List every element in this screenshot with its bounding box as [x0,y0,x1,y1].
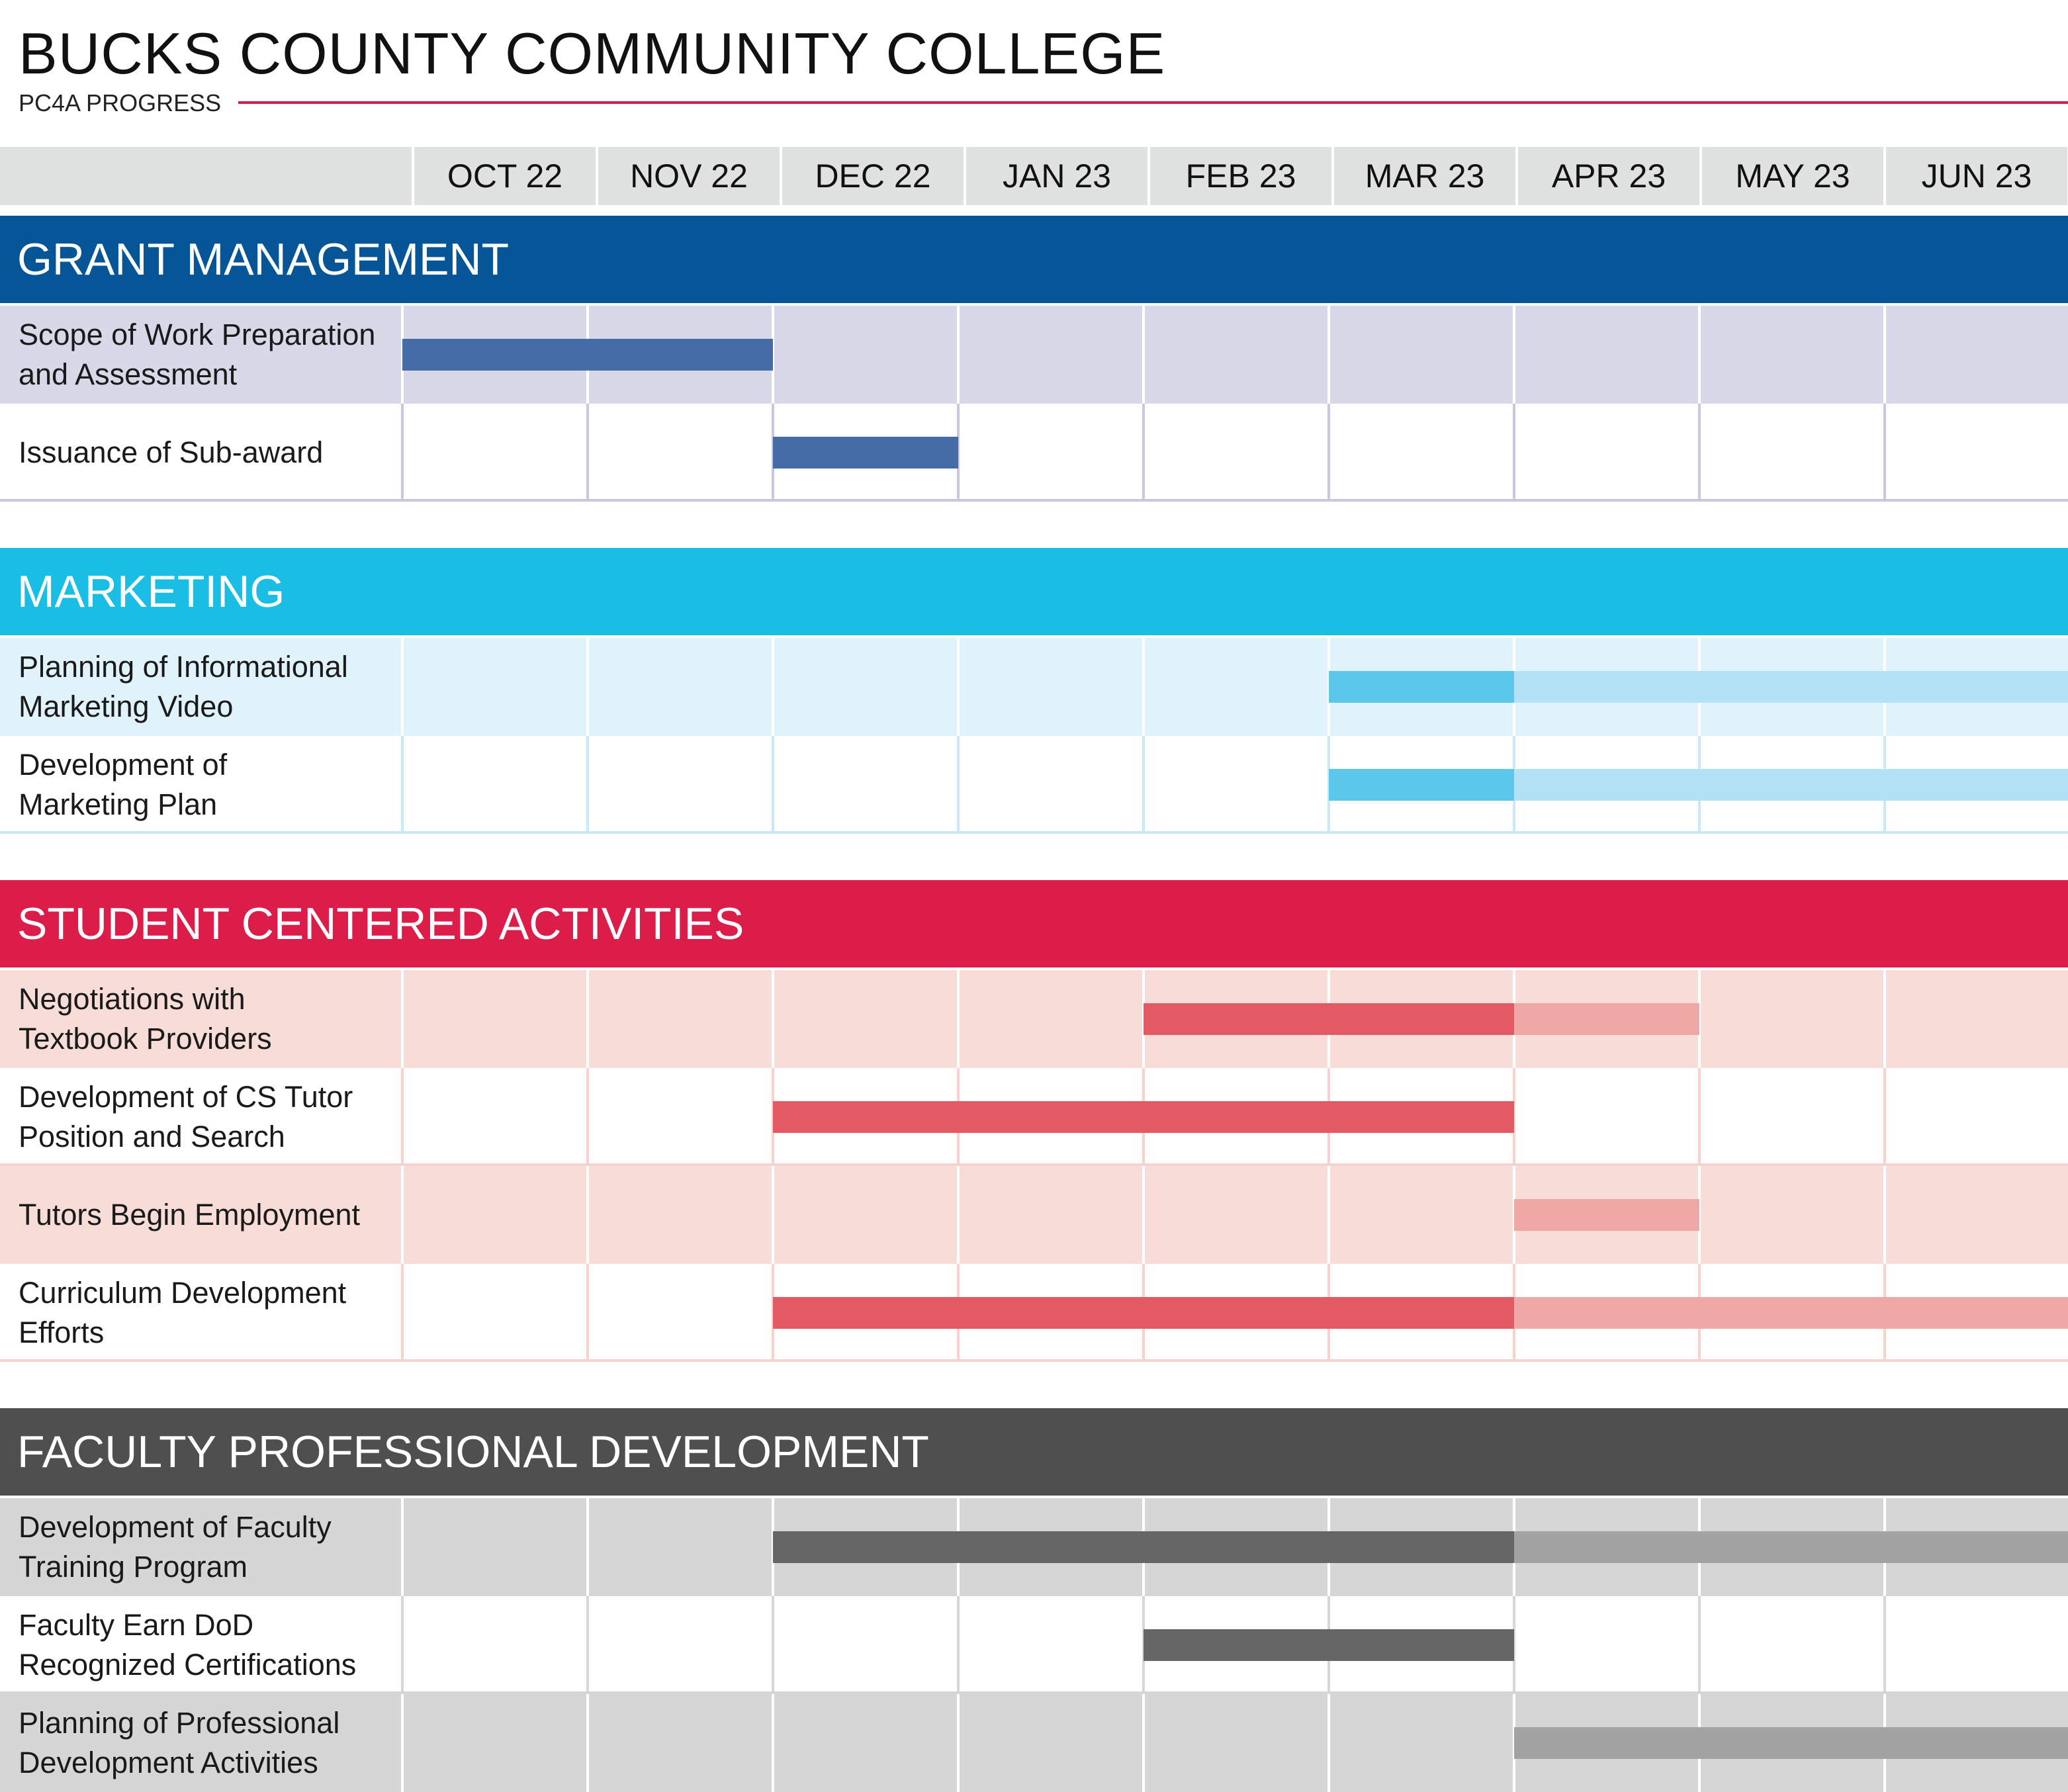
task-label [19,1068,396,1166]
grid-line [401,1264,404,1362]
grid-line [586,404,589,502]
section-band: STUDENT CENTERED ACTIVITIES [0,880,2068,967]
task-row [0,404,2068,502]
task-label-text [19,647,348,727]
task-label-text [19,979,272,1059]
task-label-line: Recognized Certifications [19,1648,357,1681]
grid-line [1698,1596,1701,1694]
bar-planned [1514,1727,2068,1759]
task-label-text [19,1703,339,1783]
bar-completed [402,339,773,371]
grid-line [957,1694,960,1792]
task-row [0,736,2068,834]
task-row [0,1498,2068,1596]
section-band: GRANT MANAGEMENT [0,216,2068,303]
grid-line [1883,306,1886,404]
bar-planned [1514,1531,2068,1563]
task-label-line: Faculty Earn DoD [19,1608,254,1642]
grid-line [401,1498,404,1596]
grid-line [586,1068,589,1166]
grid-line [401,1068,404,1166]
task-label [19,970,396,1068]
task-label-line: Planning of Informational [19,650,348,684]
grid-line [401,1166,404,1264]
grid-line [772,1694,774,1792]
task-label-line: Scope of Work Preparation [19,318,376,351]
grid-line [1883,1596,1886,1694]
section-band: FACULTY PROFESSIONAL DEVELOPMENT [0,1408,2068,1496]
task-label [19,404,396,502]
grid-line [586,736,589,834]
task-label-text [19,1195,360,1235]
bar-completed [773,1101,1514,1133]
grid-line [586,1166,589,1264]
task-label-line: and Assessment [19,357,238,391]
task-label-line: Development Activities [19,1746,318,1779]
grid-line [772,736,774,834]
grid-line [1698,306,1701,404]
grid-line [1513,404,1515,502]
task-label-line: Textbook Providers [19,1022,272,1055]
grid-line [1883,1166,1886,1264]
grid-line [957,638,960,736]
task-row [0,1596,2068,1694]
grid-line [1142,306,1145,404]
grid-line [1327,1694,1330,1792]
task-label-line: Marketing Plan [19,787,218,821]
month-header-cell: NOV 22 [598,147,780,205]
grid-line [1142,1166,1145,1264]
grid-line [401,404,404,502]
month-header-spacer [0,147,412,205]
task-label-line: Curriculum Development [19,1276,347,1310]
month-header-cell: MAR 23 [1334,147,1515,205]
task-label [19,1264,396,1362]
task-label-text [19,1605,356,1685]
grid-line [1142,404,1145,502]
grid-line [1142,736,1145,834]
task-label-text [19,315,375,394]
bar-planned [1514,1003,1699,1035]
bar-planned [1514,1297,2068,1329]
task-row [0,1264,2068,1362]
bar-planned [1514,671,2068,703]
task-label [19,736,396,834]
grid-line [401,1694,404,1792]
month-header-cell: MAY 23 [1702,147,1883,205]
month-header-cell: APR 23 [1518,147,1699,205]
grid-line [586,638,589,736]
page-title: BUCKS COUNTY COMMUNITY COLLEGE [19,21,1166,86]
task-label-text [19,1077,353,1157]
month-header-cell: JAN 23 [966,147,1147,205]
grid-line [772,638,774,736]
grid-line [1883,404,1886,502]
task-label-text [19,1273,346,1353]
row-rule [0,831,2068,834]
page-subtitle: PC4A PROGRESS [19,89,222,116]
task-label [19,1694,396,1792]
bar-completed [1329,671,1514,703]
grid-line [586,970,589,1068]
grid-line [772,970,774,1068]
month-header-cell: JUN 23 [1886,147,2067,205]
grid-line [1698,404,1701,502]
task-label-line: Training Program [19,1550,247,1584]
grid-line [401,736,404,834]
row-rule [0,1359,2068,1362]
bar-completed [1329,769,1514,801]
task-label-line: Development of CS Tutor [19,1080,353,1114]
grid-line [1142,638,1145,736]
grid-line [1883,970,1886,1068]
task-label-line: Efforts [19,1316,105,1349]
grid-line [1327,306,1330,404]
grid-line [1513,306,1515,404]
title-rule [238,101,2068,104]
bar-completed [1144,1003,1514,1035]
task-label-line: Position and Search [19,1120,285,1153]
grid-line [1142,1694,1145,1792]
task-label [19,638,396,736]
task-label-line: Development of Faculty [19,1510,332,1544]
grid-line [1327,404,1330,502]
bar-completed [773,437,958,469]
task-row [0,1166,2068,1264]
task-label [19,1498,396,1596]
month-header-cell: FEB 23 [1150,147,1331,205]
grid-line [1883,1068,1886,1166]
grid-line [957,970,960,1068]
grid-line [586,1498,589,1596]
grid-line [772,1596,774,1694]
row-rule [0,499,2068,502]
grid-line [586,1596,589,1694]
bar-completed [1144,1629,1514,1661]
grid-line [957,1166,960,1264]
task-label [19,306,396,404]
grid-line [586,1264,589,1362]
task-label [19,1596,396,1694]
month-header [0,147,2068,205]
bar-completed [773,1297,1514,1329]
grid-line [1327,1166,1330,1264]
task-label-text [19,745,227,825]
task-label-line: Issuance of Sub-award [19,435,324,469]
month-header-cell: OCT 22 [414,147,596,205]
task-label [19,1166,396,1264]
task-label-text [19,433,323,472]
task-row [0,306,2068,404]
grid-line [1698,1068,1701,1166]
grid-line [586,1694,589,1792]
grid-line [772,1166,774,1264]
task-label-line: Marketing Video [19,690,234,723]
section-band: MARKETING [0,548,2068,635]
task-label-text [19,1507,332,1587]
task-label-line: Development of [19,748,228,782]
grid-line [957,1596,960,1694]
bar-planned [1514,1199,1699,1231]
task-label-line: Negotiations with [19,982,246,1016]
task-label-line: Planning of Professional [19,1706,340,1740]
grid-line [401,638,404,736]
bar-completed [773,1531,1514,1563]
bar-planned [1514,769,2068,801]
task-row [0,970,2068,1068]
grid-line [957,736,960,834]
grid-line [401,1596,404,1694]
grid-line [401,970,404,1068]
task-row [0,1068,2068,1166]
task-row [0,1694,2068,1792]
task-label-line: Tutors Begin Employment [19,1198,361,1232]
grid-line [957,306,960,404]
task-row [0,638,2068,736]
month-header-cell: DEC 22 [782,147,964,205]
